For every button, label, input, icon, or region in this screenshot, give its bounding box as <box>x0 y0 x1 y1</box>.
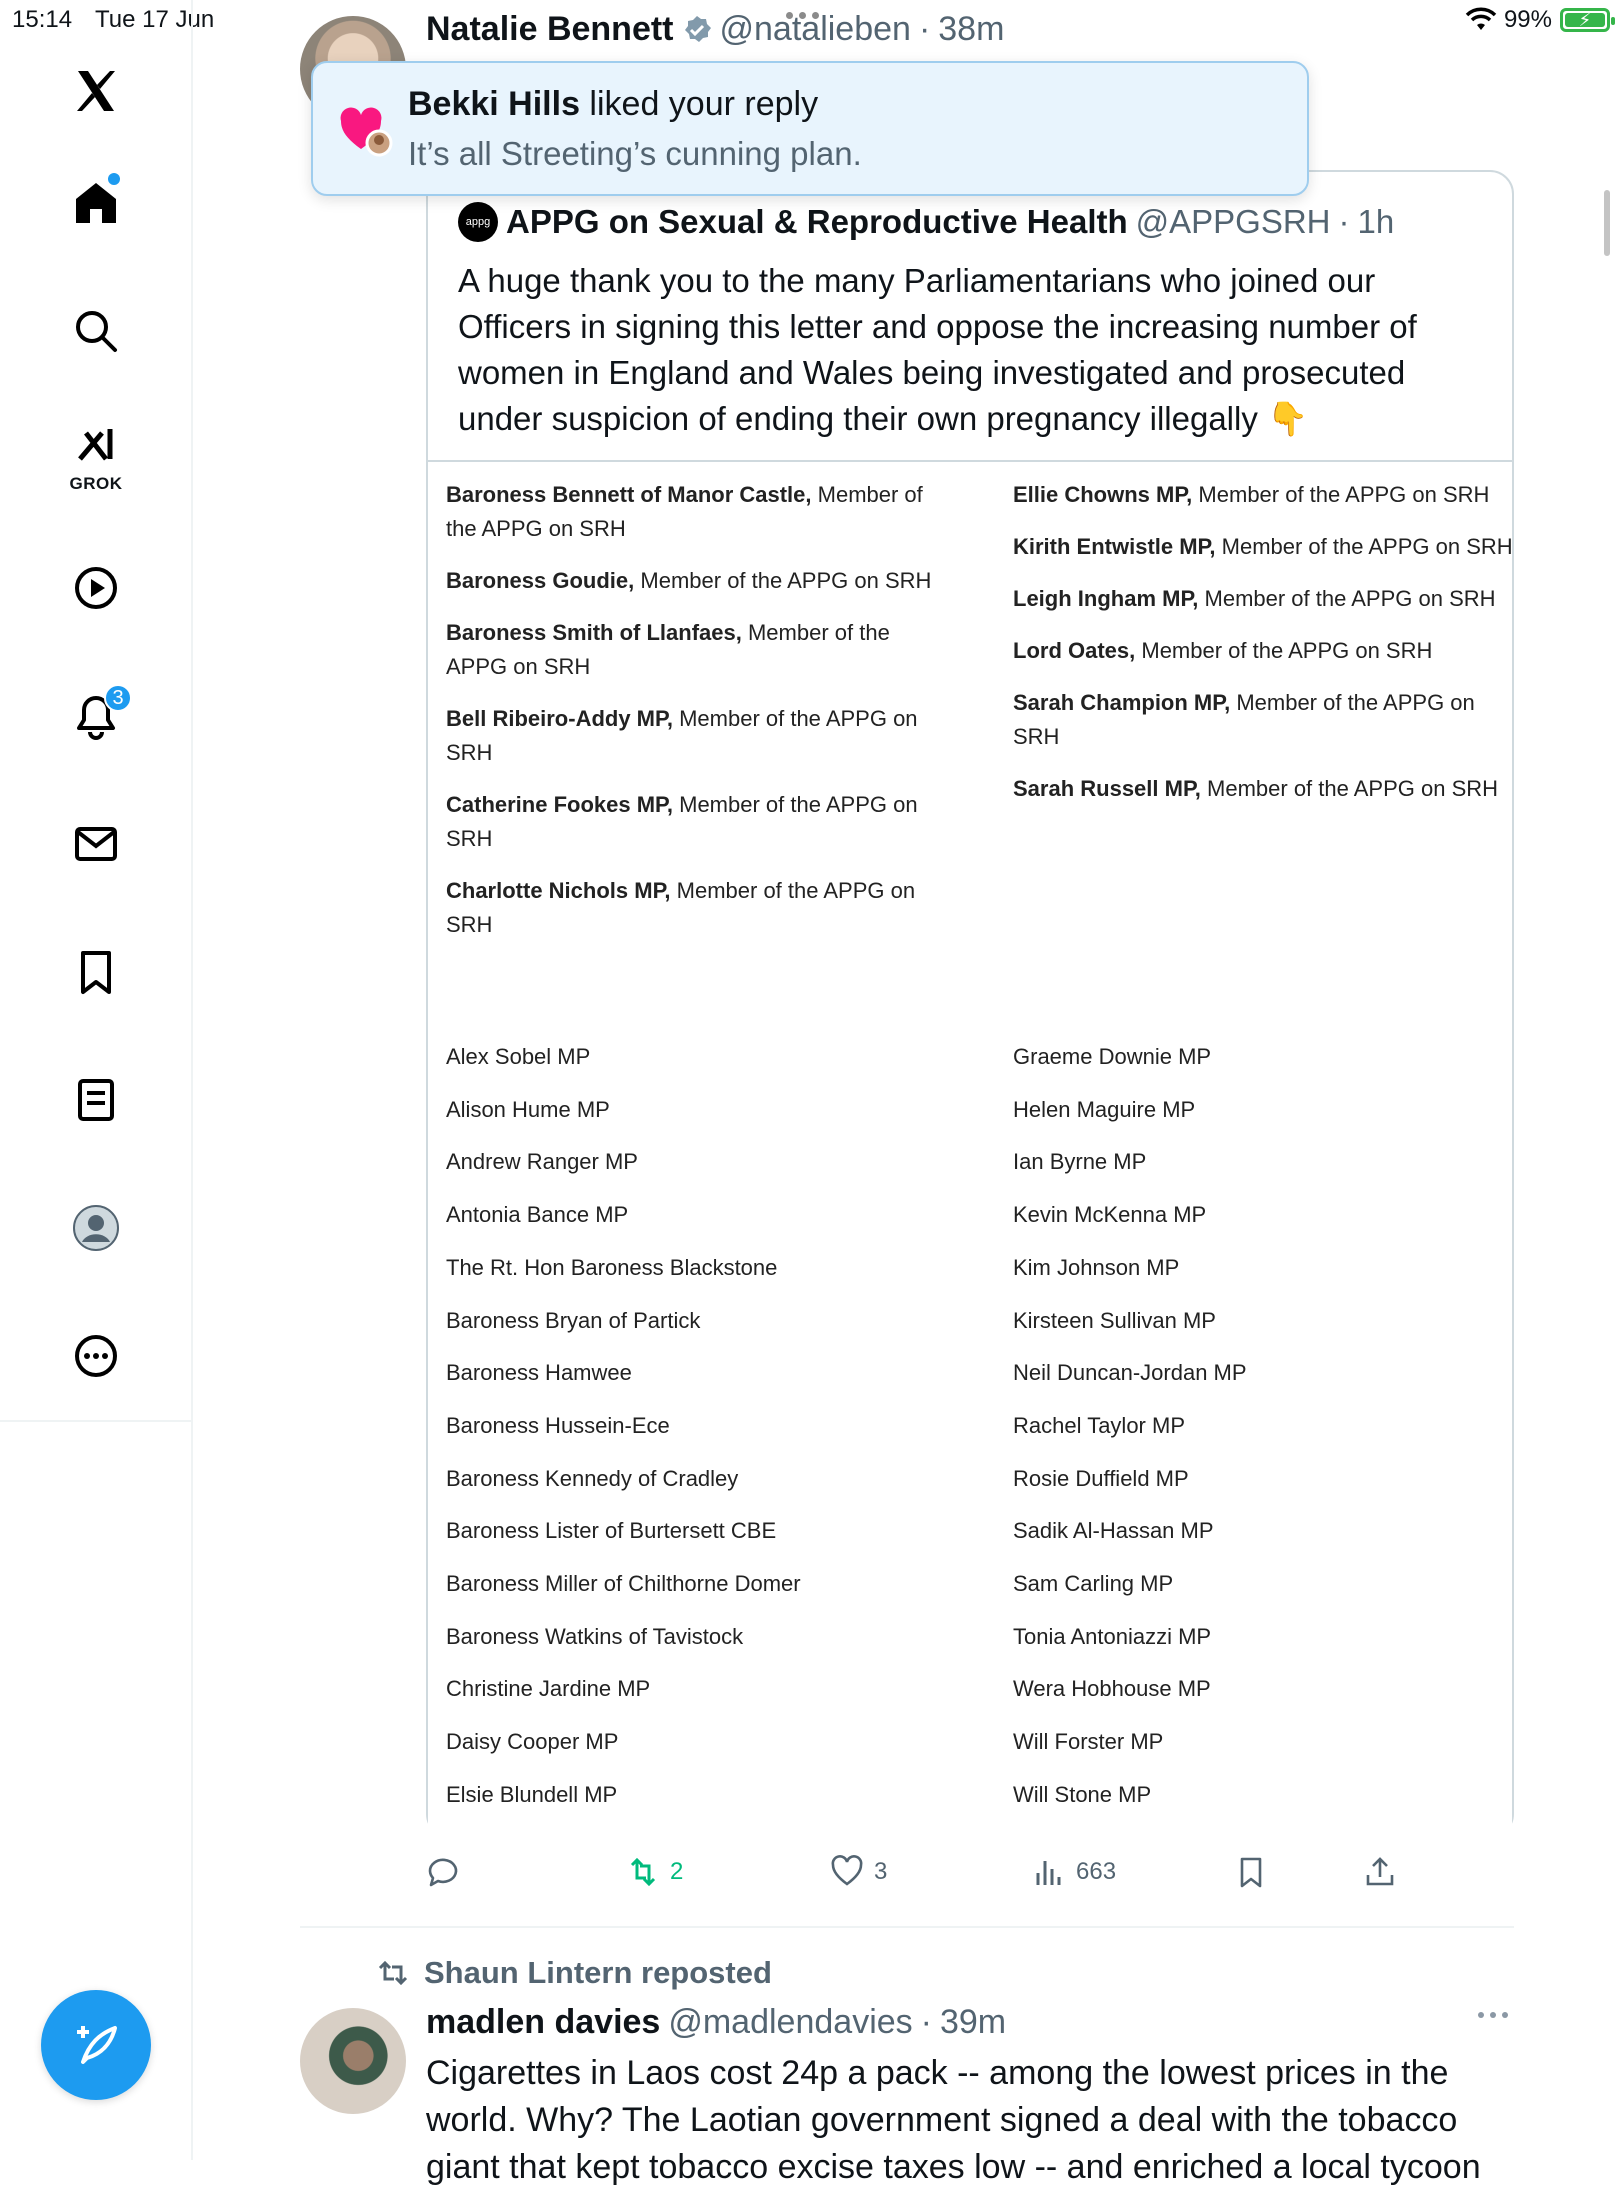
appg-avatar: appg <box>458 202 498 242</box>
next-tweet-time[interactable]: 39m <box>939 2003 1007 2041</box>
sidebar-divider <box>0 1420 193 1422</box>
officer-role: Member of the APPG on SRH <box>1198 586 1496 611</box>
dot-separator: · <box>918 10 931 48</box>
officer-role: Member of the APPG on SRH <box>634 568 932 593</box>
notifications-count-badge: 3 <box>104 684 132 712</box>
signatory-name: Kevin McKenna MP <box>1013 1202 1207 1228</box>
officer-name: Charlotte Nichols MP, <box>446 878 671 903</box>
sidebar <box>0 0 193 2160</box>
signatory-name: Wera Hobhouse MP <box>1013 1676 1211 1702</box>
signatory-name: The Rt. Hon Baroness Blackstone <box>446 1254 778 1280</box>
officer-role: Member of the APPG on SRH <box>1215 534 1513 559</box>
signatory-name: Antonia Bance MP <box>446 1202 629 1228</box>
signatory-name: Baroness Watkins of Tavistock <box>446 1623 744 1649</box>
officer-name: Sarah Russell MP, <box>1013 776 1201 801</box>
signatory-name: Baroness Miller of Chilthorne Domer <box>446 1571 801 1596</box>
repost-count: 2 <box>670 1858 684 1885</box>
lists-icon[interactable] <box>60 1064 132 1136</box>
battery-icon: ⚡ <box>1560 8 1610 32</box>
signatory-name: Andrew Ranger MP <box>446 1149 638 1175</box>
more-options-icon[interactable] <box>60 1320 132 1392</box>
officer-role: Member of the APPG on SRH <box>446 620 890 679</box>
officers-column-right <box>1013 478 1513 824</box>
signatory-name: Tonia Antoniazzi MP <box>1013 1623 1212 1649</box>
repost-icon <box>376 1958 410 1988</box>
officers-column-left <box>446 478 946 960</box>
like-button[interactable] <box>830 1855 887 1889</box>
officer-name: Bell Ribeiro-Addy MP, <box>446 706 673 731</box>
messages-envelope-icon[interactable] <box>60 808 132 880</box>
tweet-time[interactable]: 38m <box>938 10 1005 48</box>
signatory-name: Rachel Taylor MP <box>1013 1412 1185 1438</box>
author-handle[interactable]: @natalieben <box>719 10 911 48</box>
views-button[interactable] <box>1032 1855 1116 1889</box>
officer-name: Kirith Entwistle MP, <box>1013 534 1216 559</box>
compose-quill-icon <box>69 2018 123 2072</box>
officer-entry <box>446 616 946 684</box>
search-icon[interactable] <box>60 295 132 367</box>
reposted-by-text: Shaun Lintern reposted <box>424 1955 772 1990</box>
officer-entry <box>446 478 946 546</box>
home-new-dot <box>108 173 120 185</box>
officer-role: Member of the APPG on SRH <box>446 792 918 851</box>
officer-entry <box>1013 634 1513 668</box>
officer-entry <box>446 702 946 770</box>
bookmark-icon <box>1234 1855 1268 1889</box>
signatory-name: Baroness Lister of Burtersett CBE <box>446 1518 777 1544</box>
profile-avatar-icon[interactable] <box>60 1192 132 1264</box>
views-bars-icon <box>1032 1855 1066 1889</box>
dot-separator: · <box>1338 203 1350 240</box>
toast-reply-text: It’s all Streeting’s cunning plan. <box>408 135 862 172</box>
tweet-actions <box>426 1855 1426 1903</box>
status-time: 15:14 <box>12 6 73 33</box>
officer-entry <box>446 564 946 598</box>
signatory-name: Sadik Al-Hassan MP <box>1013 1518 1214 1544</box>
next-tweet-header <box>426 2003 1006 2042</box>
video-icon[interactable] <box>60 552 132 624</box>
quoted-tweet-card[interactable] <box>426 170 1514 1838</box>
signatory-name: Daisy Cooper MP <box>446 1729 619 1755</box>
signatory-name: Alison Hume MP <box>446 1096 610 1122</box>
officer-name: Leigh Ingham MP, <box>1013 586 1199 611</box>
officer-entry <box>1013 772 1513 806</box>
dot-separator: · <box>920 2003 932 2041</box>
officer-role: Member of the APPG on SRH <box>1135 638 1433 663</box>
signatory-name: Elsie Blundell MP <box>446 1781 618 1807</box>
officer-role: Member of the APPG on SRH <box>1013 690 1475 749</box>
quoted-tweet-body: A huge thank you to the many Parliamentarians who joined our Officers in signing this letter and oppose the increasing number of women in England and Wales being investigated and prosecuted under suspicion of ending their own pregnancy illegally <box>458 262 1417 437</box>
quoted-tweet-text <box>458 258 1488 442</box>
quoted-tweet-time: 1h <box>1357 203 1395 240</box>
officer-entry <box>1013 582 1513 616</box>
heart-icon <box>339 103 395 159</box>
signatory-name: Alex Sobel MP <box>446 1044 591 1069</box>
quoted-tweet-header <box>458 202 1394 242</box>
officer-name: Catherine Fookes MP, <box>446 792 673 817</box>
battery-percent: 99% <box>1503 6 1552 33</box>
tweet-divider <box>300 1926 1514 1928</box>
signatory-name: Christine Jardine MP <box>446 1676 651 1702</box>
signatory-name: Will Stone MP <box>1013 1781 1152 1807</box>
officer-name: Ellie Chowns MP, <box>1013 482 1193 507</box>
officer-name: Baroness Smith of Llanfaes, <box>446 620 742 645</box>
bookmark-button[interactable] <box>1234 1855 1268 1889</box>
officer-name: Lord Oates, <box>1013 638 1136 663</box>
tweet-header <box>426 10 1004 49</box>
home-icon[interactable] <box>60 167 132 239</box>
next-author-handle[interactable]: @madlendavies <box>668 2003 913 2041</box>
signatory-name: Baroness Hussein-Ece <box>446 1412 670 1438</box>
pointing-down-icon: 👇 <box>1267 400 1309 437</box>
signatory-name: Will Forster MP <box>1013 1729 1164 1755</box>
signatory-name: Sam Carling MP <box>1013 1571 1174 1596</box>
toast-action: liked your reply <box>579 85 819 123</box>
like-notification-toast[interactable] <box>311 61 1309 196</box>
quoted-author-handle: @APPGSRH <box>1135 203 1331 240</box>
reply-button[interactable] <box>426 1855 460 1889</box>
bookmarks-icon[interactable] <box>60 936 132 1008</box>
toast-title <box>408 85 818 124</box>
signatory-name: Baroness Kennedy of Cradley <box>446 1465 739 1491</box>
repost-icon <box>626 1855 660 1889</box>
officer-entry <box>1013 478 1513 512</box>
signatory-name: Helen Maguire MP <box>1013 1096 1196 1122</box>
next-author-avatar[interactable] <box>300 2008 406 2114</box>
like-count: 3 <box>874 1858 888 1885</box>
verified-badge-icon <box>682 15 712 45</box>
reply-bubble-icon <box>426 1855 460 1889</box>
share-upload-icon <box>1363 1855 1397 1889</box>
officer-role: Member of the APPG on SRH <box>1200 776 1499 801</box>
share-button[interactable] <box>1363 1855 1397 1889</box>
letter-image[interactable] <box>428 460 1512 1840</box>
officer-role: Member of the APPG on SRH <box>1192 482 1490 507</box>
officer-entry <box>446 874 946 942</box>
next-author-name[interactable]: madlen davies <box>426 2003 661 2041</box>
wifi-icon <box>1466 8 1496 32</box>
heart-outline-icon <box>830 1855 864 1889</box>
grok-icon[interactable] <box>60 418 132 493</box>
officer-name: Sarah Champion MP, <box>1013 690 1231 715</box>
notifications-bell-icon[interactable] <box>60 680 132 752</box>
repost-button[interactable] <box>626 1855 683 1889</box>
officer-entry <box>1013 686 1513 754</box>
status-indicators <box>1466 6 1610 34</box>
next-tweet-more-icon[interactable] <box>1478 2012 1508 2018</box>
scrollbar[interactable] <box>1604 190 1610 256</box>
x-logo-icon[interactable] <box>60 55 132 127</box>
officer-name: Baroness Goudie, <box>446 568 635 593</box>
signatory-name: Rosie Duffield MP <box>1013 1465 1189 1491</box>
signatory-name: Baroness Hamwee <box>446 1360 632 1386</box>
officer-entry <box>1013 530 1513 564</box>
status-date: Tue 17 Jun <box>95 6 215 33</box>
reposted-by-line[interactable] <box>376 1955 772 1991</box>
signatory-name: Baroness Bryan of Partick <box>446 1307 701 1333</box>
view-count: 663 <box>1076 1858 1117 1885</box>
quoted-author-name: APPG on Sexual & Reproductive Health <box>506 203 1128 240</box>
compose-post-button[interactable] <box>41 1990 151 2100</box>
officer-name: Baroness Bennett of Manor Castle, <box>446 482 812 507</box>
grok-label: GROK <box>69 474 123 493</box>
signatory-name: Ian Byrne MP <box>1013 1149 1147 1175</box>
signatory-name: Graeme Downie MP <box>1013 1044 1212 1069</box>
officer-entry <box>446 788 946 856</box>
officer-role: Member of the APPG on SRH <box>446 482 923 541</box>
officer-role: Member of the APPG on SRH <box>446 878 916 937</box>
officer-role: Member of the APPG on SRH <box>446 706 918 765</box>
author-name[interactable]: Natalie Bennett <box>426 10 674 48</box>
signatory-name: Kim Johnson MP <box>1013 1254 1180 1280</box>
next-tweet-text: Cigarettes in Laos cost 24p a pack -- among the lowest prices in the world. Why? The Laotian government signed a deal with the tobacco giant that kept tobacco excise taxes low -- and enriched a local tycoon <box>426 2054 1481 2186</box>
signatory-name: Kirsteen Sullivan MP <box>1013 1307 1216 1333</box>
signatory-name: Neil Duncan-Jordan MP <box>1013 1360 1247 1386</box>
liker-name: Bekki Hills <box>408 85 580 123</box>
